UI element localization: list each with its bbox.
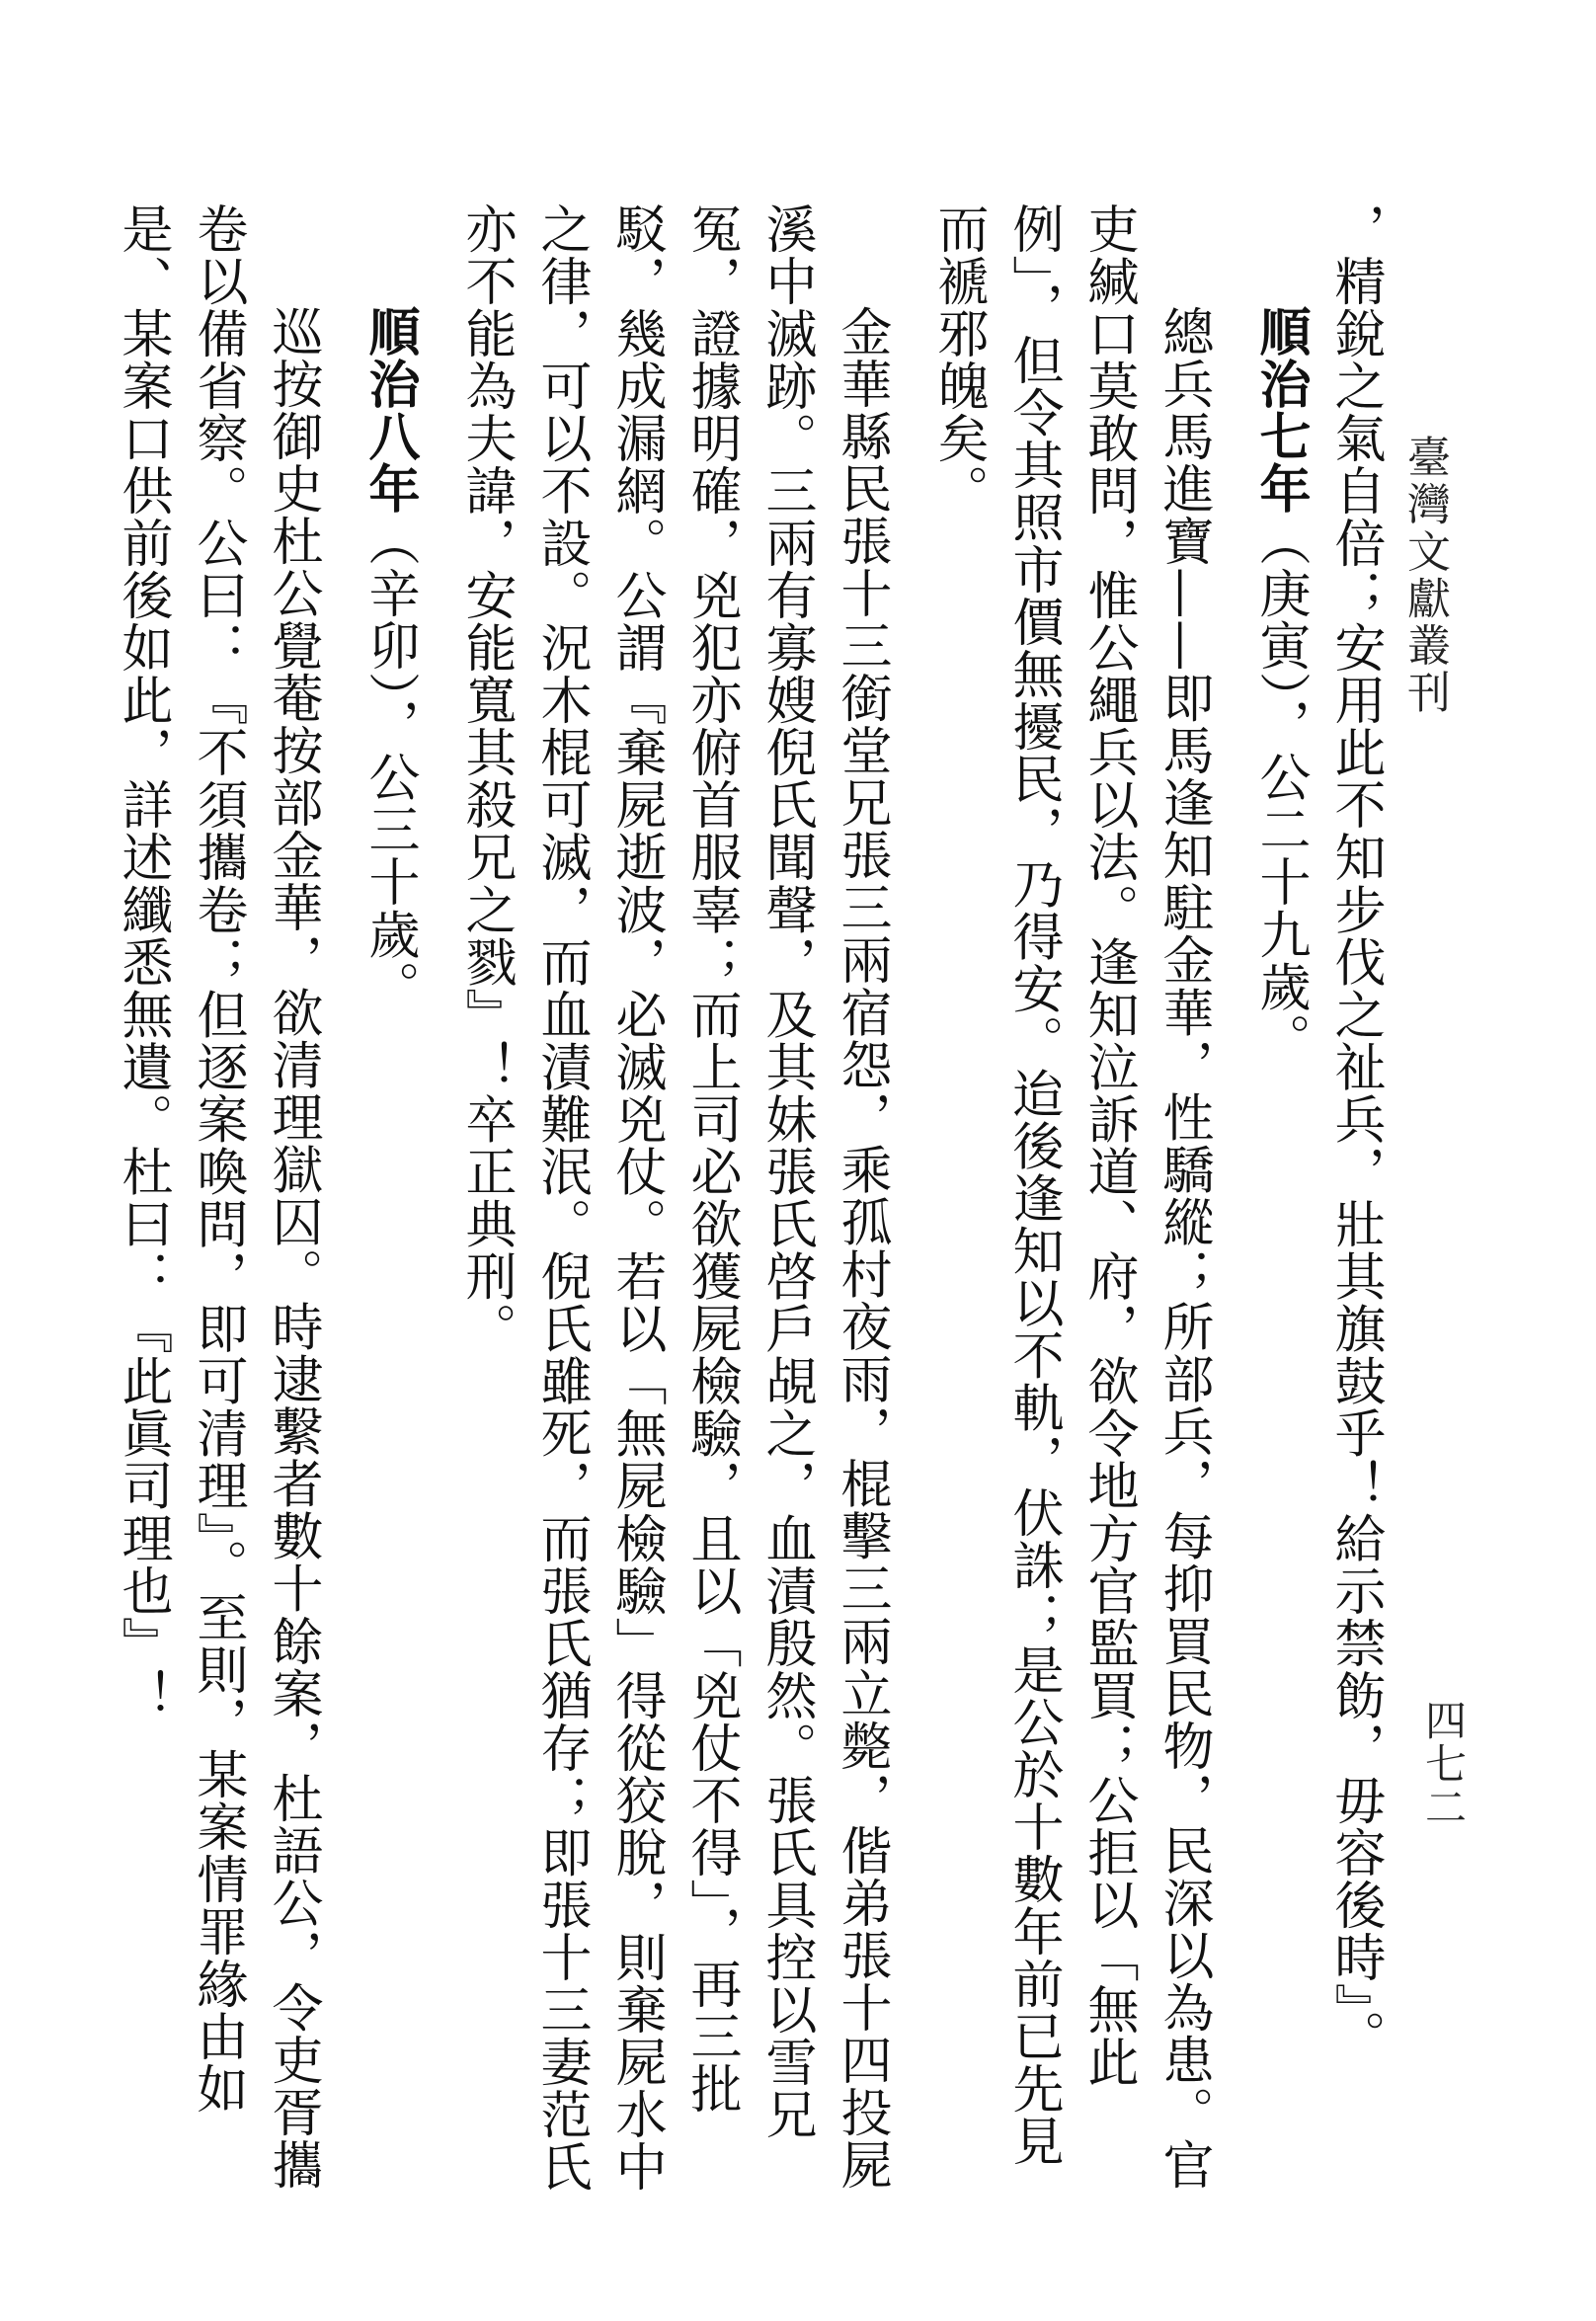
paragraph-continuation: ，精銳之氣自倍；安用此不知步伐之祉兵，壯其旗鼓乎！給示禁飭，毋容後時』。 bbox=[1325, 202, 1385, 2063]
year-heading-shunzhi-8 bbox=[352, 202, 427, 2198]
page-number: 四七二 bbox=[1419, 1699, 1468, 1830]
paragraph-ma-jinbao: 總兵馬進寶——即馬逢知駐金華，性驕縱；所部兵，每抑買民物，民深以為患。官吏緘口莫敢問，惟公繩兵以法。逢知泣訴道、府，欲令地方官監買；公拒以「無此例」，但令其照市價無擾民，乃得安。迨後逢知以不軌，伏誅；是公於十數年前已先見而褫邪魄矣。 bbox=[928, 202, 1213, 2192]
year-note: （辛卯），公三十歲。 bbox=[359, 515, 419, 1013]
paragraph-zhang-case: 金華縣民張十三銜堂兄張三兩宿怨，乘孤村夜雨，棍擊三兩立斃，偕弟張十四投屍溪中滅跡。三兩有寡嫂倪氏聞聲，及其妹張氏啓戶覘之，血漬殷然。張氏具控以雪兄冤，證據明確，兇犯亦俯首服辜；而上司必欲獲屍檢驗，且以「兇仗不得」，再三批駁，幾成漏網。公謂『棄屍逝波，必滅兇仗。若以「無屍檢驗」得從狡脫，則棄屍水中之律，可以不設。況木棍可滅，而血漬難泯。倪氏雖死，而張氏猶存；即張十三妻范氏亦不能為夫諱，安能寬其殺兄之戮』！卒正典刑。 bbox=[456, 202, 891, 2194]
paragraph-du-inspection: 巡按御史杜公覺菴按部金華，欲清理獄囚。時逮繫者數十餘案，杜語公，令吏胥攜卷以備省察。公曰：『不須攜卷；但逐案喚問，即可清理』。至則，某案情罪緣由如是、某案口供前後如此，詳述纖悉無遺。杜曰：『此眞司理也』！ bbox=[113, 202, 322, 2192]
vertical-body-text bbox=[99, 202, 1393, 2198]
year-label: 順治八年 bbox=[359, 305, 419, 516]
running-header-title: 臺灣文獻叢刊 bbox=[1399, 435, 1450, 717]
year-note: （庚寅），公二十九歲。 bbox=[1250, 515, 1310, 1066]
year-label: 順治七年 bbox=[1250, 305, 1310, 516]
year-heading-shunzhi-7 bbox=[1242, 202, 1317, 2198]
